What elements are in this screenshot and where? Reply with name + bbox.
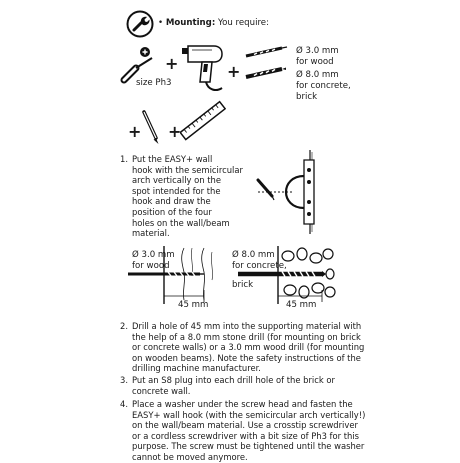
- step-1-text: Put the EASY+ wall hook with the semicircular arch vertically on the spot intended for the hook and draw the position of the four holes on the wall/beam material.: [132, 154, 243, 239]
- brick-depth-label: 45 mm: [286, 300, 317, 310]
- step-4-text: Place a washer under the screw head and fasten the EASY+ wall hook (with the semicircular arch vertically!) on the wall/beam material. Use a crosstip screwdriver or a cordless screwdriver with a bit size of Ph3 for this purpose. The screw must be tightened until the washer cannot be moved anymore.: [132, 399, 366, 462]
- brick-drill-diagram: [230, 246, 336, 310]
- step-3-text: Put an S8 plug into each drill hole of the brick or concrete wall.: [132, 375, 335, 396]
- drill-machine-icon: [180, 42, 224, 94]
- brick-diagram-label-extra: brick: [232, 280, 254, 290]
- wrench-icon: [126, 10, 154, 38]
- wood-diagram-label: Ø 3.0 mm for wood: [132, 250, 175, 271]
- wood-drill-bit-icon: [244, 44, 288, 60]
- step-3-number: 3.: [120, 375, 128, 385]
- step-1-number: 1.: [120, 154, 128, 164]
- wood-bit-label: Ø 3.0 mm for wood: [296, 46, 339, 67]
- screwdriver-caption: size Ph3: [136, 78, 172, 88]
- ruler-icon: [180, 100, 226, 142]
- step-2-number: 2.: [120, 321, 128, 331]
- wall-hook-illustration: [238, 150, 338, 234]
- stone-drill-bit-icon: [244, 64, 288, 80]
- plus-sign: +: [128, 122, 142, 141]
- stone-bit-label: Ø 8.0 mm for concrete, brick: [296, 70, 351, 102]
- plus-sign: +: [165, 54, 179, 73]
- plus-sign: +: [168, 122, 182, 141]
- mounting-header: • Mounting: You require:: [158, 18, 269, 28]
- step-4-number: 4.: [120, 399, 128, 409]
- plus-sign: +: [227, 62, 241, 81]
- wood-depth-label: 45 mm: [178, 300, 209, 310]
- step-2-text: Drill a hole of 45 mm into the supporting material with the help of a 8.0 mm stone drill (for mounting on brick or concrete walls) or a 3.0 mm wood drill (for mounting on wooden beams). Note the safety instructions of the drilling machine manufacturer.: [132, 321, 365, 374]
- brick-diagram-label: Ø 8.0 mm for concrete,: [232, 250, 287, 271]
- require-text: You require:: [218, 18, 269, 28]
- mounting-label: Mounting:: [165, 18, 216, 28]
- pencil-icon: [140, 108, 162, 146]
